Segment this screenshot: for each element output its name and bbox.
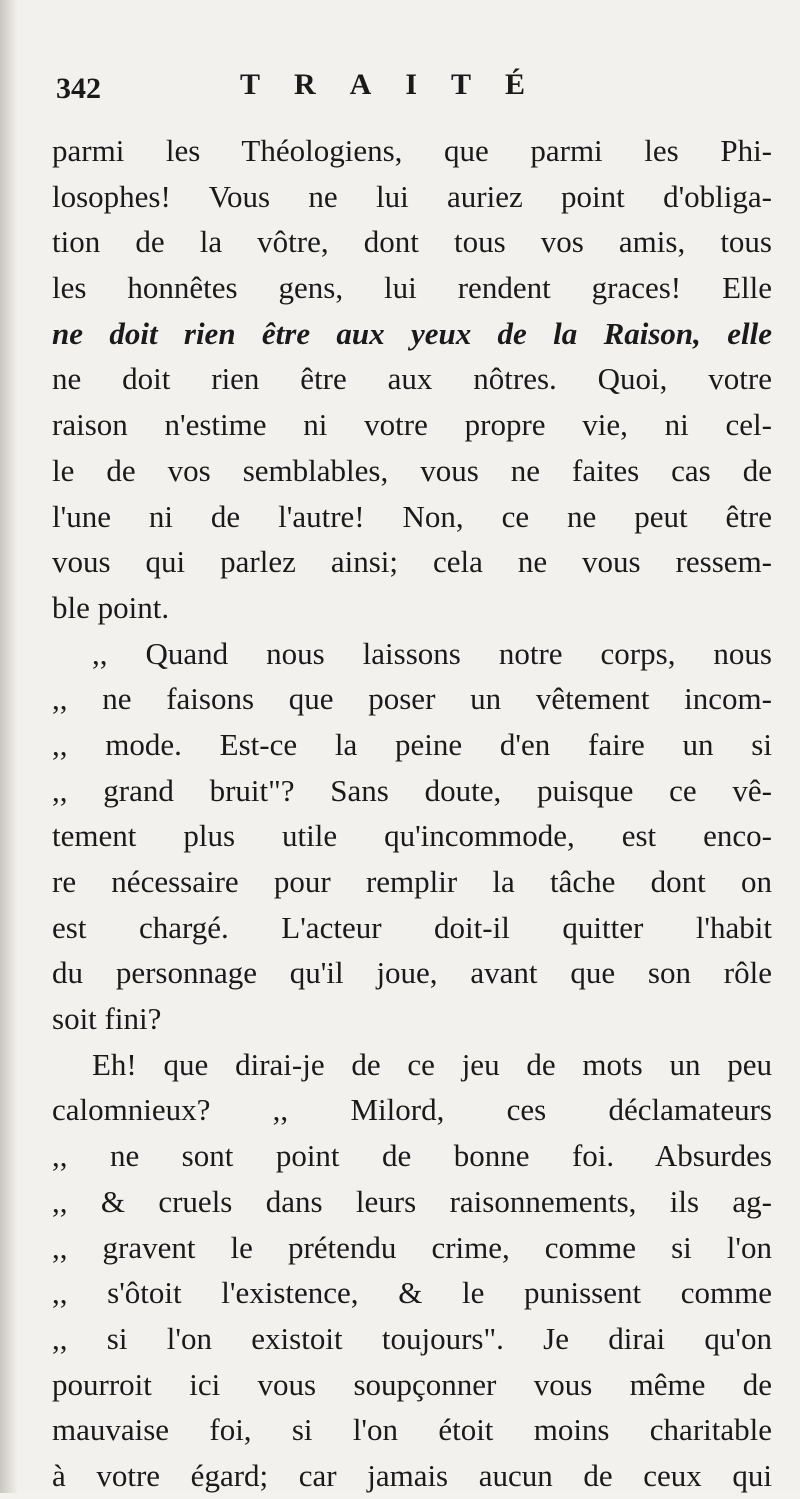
text-line: est chargé. L'acteur doit-il quitter l'habit [52,909,772,945]
text-line: pourroit ici vous soupçonner vous même de [52,1366,772,1402]
running-title: TRAITÉ [240,68,560,101]
text-line: ,, ne sont point de bonne foi. Absurdes [52,1138,772,1174]
text-line: raison n'estime ni votre propre vie, ni cel- [52,407,772,443]
text-line: re nécessaire pour remplir la tâche dont on [52,864,772,899]
body-text [52,128,772,1499]
text-line: ,, si l'on existoit toujours". Je dirai qu'on [52,1320,772,1356]
text-line: ,, ne faisons que poser un vêtement incom- [52,681,772,717]
text-line: ,, grand bruit"? Sans doute, puisque ce vê- [52,772,772,808]
gutter-shadow [0,0,18,1493]
text-line: à votre égard; car jamais aucun de ceux qui [52,1457,772,1493]
text-line: le de vos semblables, vous ne faites cas de [52,452,772,488]
text-line: losophes! Vous ne lui auriez point d'obliga- [52,178,772,214]
text-line: ,, s'ôtoit l'existence, & le punissent comme [52,1275,772,1311]
text-line: vous qui parlez ainsi; cela ne vous ressem- [52,544,772,580]
text-line: les honnêtes gens, lui rendent graces! Elle [52,270,772,306]
text-line: parmi les Théologiens, que parmi les Phi- [52,133,772,168]
page-number: 342 [56,72,101,105]
text-line: du personnage qu'il joue, avant que son rôle [52,955,772,991]
text-line: ,, gravent le prétendu crime, comme si l'on [52,1229,772,1265]
text-line: calomnieux? ,, Milord, ces déclamateurs [52,1092,772,1128]
text-line: soit fini? [52,1001,162,1037]
text-line: ,, mode. Est-ce la peine d'en faire un si [52,726,772,762]
text-line: ,, & cruels dans leurs raisonnements, ils ag- [52,1183,772,1219]
text-line-italic: ne doit rien être aux yeux de la Raison, elle [52,315,772,351]
text-line: ble point. [52,589,170,625]
text-line: ,, Quand nous laissons notre corps, nous [92,635,772,671]
text-line: mauvaise foi, si l'on étoit moins charitable [52,1412,772,1448]
page-header [50,52,770,112]
text-line: Eh! que dirai-je de ce jeu de mots un peu [92,1046,772,1082]
text-line: tion de la vôtre, dont tous vos amis, tous [52,224,772,260]
text-line: l'une ni de l'autre! Non, ce ne peut être [52,498,772,534]
text-line: ne doit rien être aux nôtres. Quoi, votre [52,361,772,397]
text-line: tement plus utile qu'incommode, est enco- [52,818,772,854]
